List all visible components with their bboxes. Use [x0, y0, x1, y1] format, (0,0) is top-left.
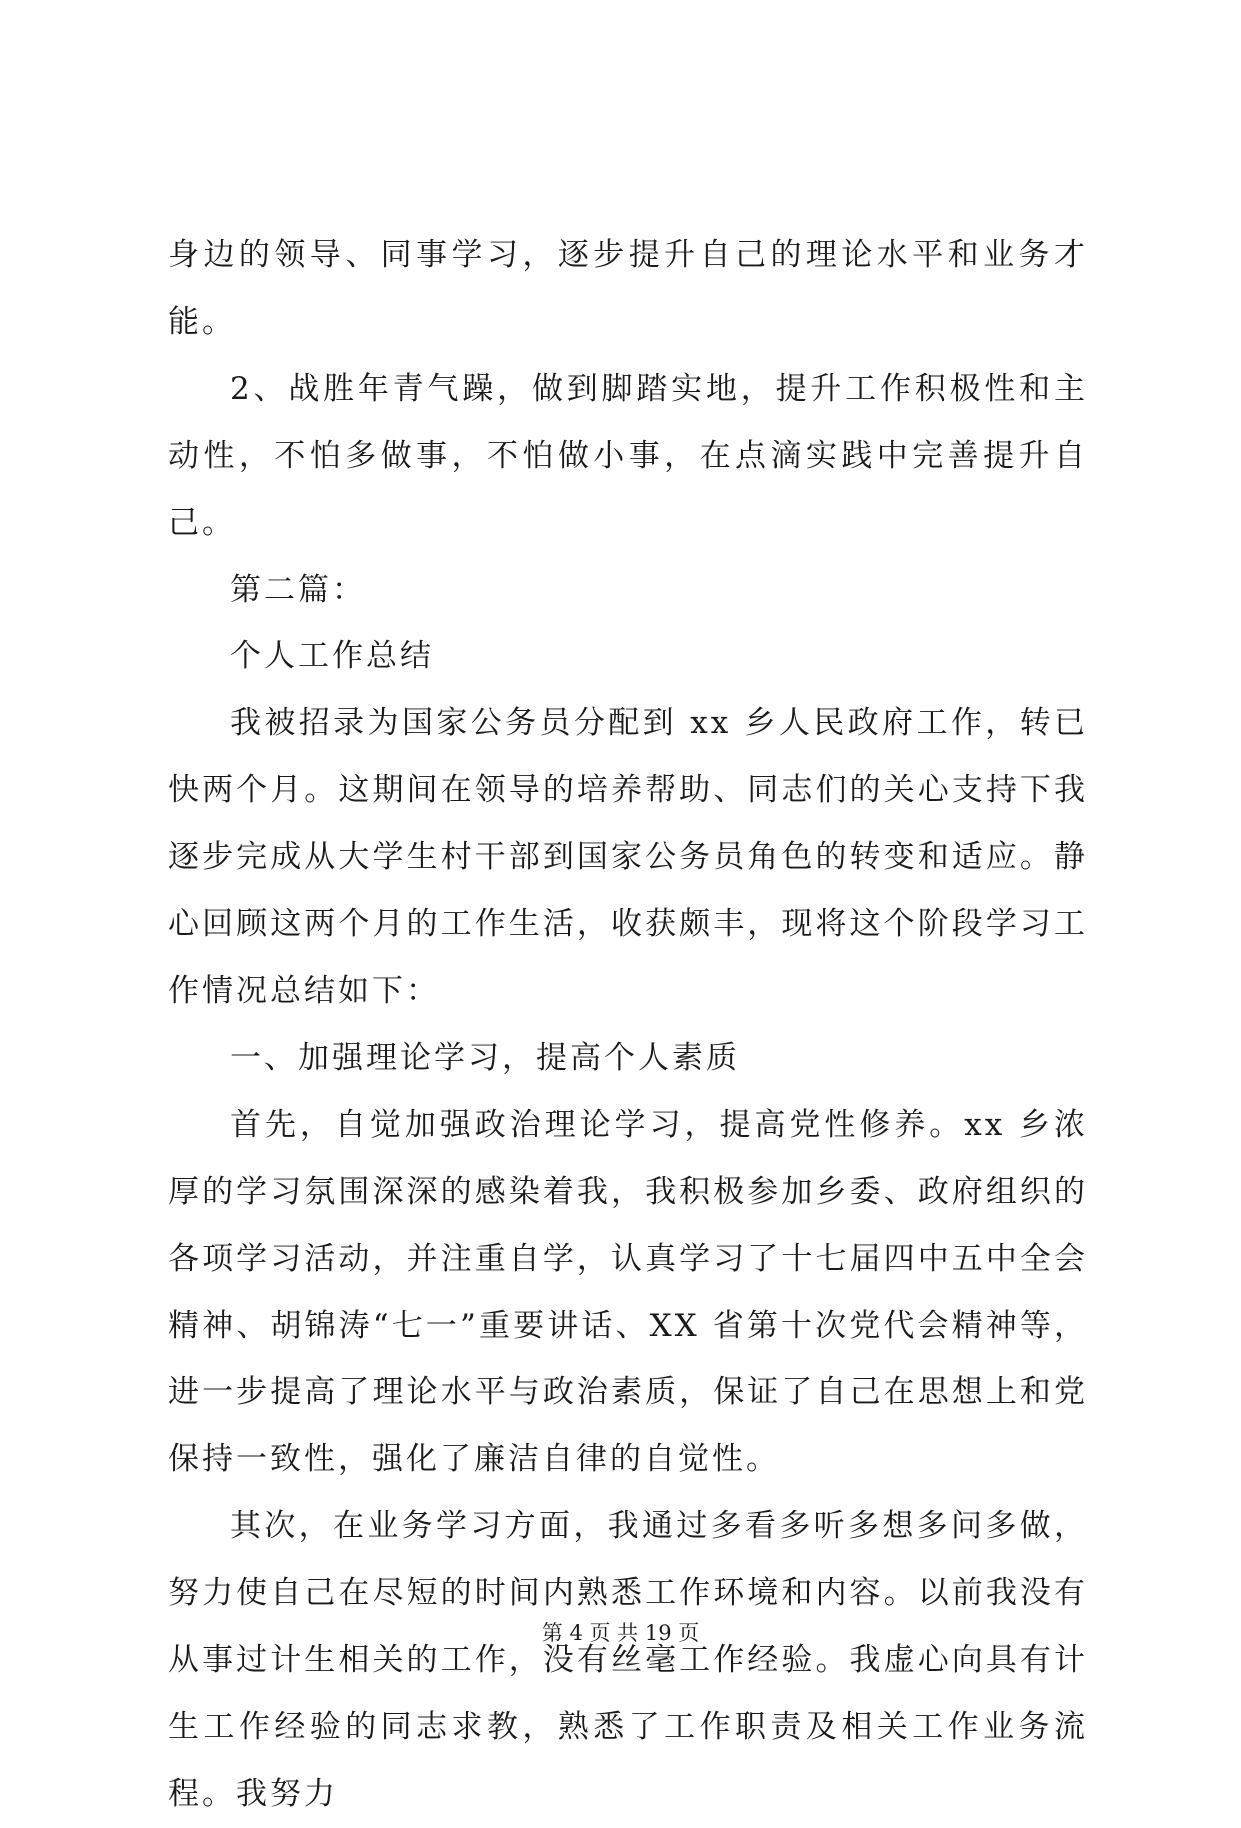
article-title: 个人工作总结	[230, 638, 434, 675]
paragraph: 2、战胜年青气躁，做到脚踏实地，提升工作积极性和主动性，不怕多做事，不怕做小事，在点滴实践中完善提升自己。	[168, 370, 1088, 541]
document-body	[168, 222, 1088, 1828]
paragraph: 我被招录为国家公务员分配到 xx 乡人民政府工作，转已快两个月。这期间在领导的培养帮助、同志们的关心支持下我逐步完成从大学生村干部到国家公务员角色的转变和适应。静心回顾这两个月的工作生活，收获颇丰，现将这个阶段学习工作情况总结如下：	[168, 705, 1088, 1009]
paragraph: 首先，自觉加强政治理论学习，提高党性修养。xx 乡浓厚的学习氛围深深的感染着我，我积极参加乡委、政府组织的各项学习活动，并注重自学，认真学习了十七届四中五中全会精神、胡锦涛“七一”重要讲话、XX 省第十次党代会精神等，进一步提高了理论水平与政治素质，保证了自己在思想上和党保持一致性，强化了廉洁自律的自觉性。	[168, 1106, 1088, 1478]
subsection-heading: 一、加强理论学习，提高个人素质	[230, 1039, 740, 1076]
paragraph: 身边的领导、同事学习，逐步提升自己的理论水平和业务才能。	[168, 237, 1088, 340]
page-number-footer: 第 4 页 共 19 页	[541, 1621, 700, 1645]
section-heading: 第二篇：	[230, 571, 366, 608]
paragraph: 其次，在业务学习方面，我通过多看多听多想多问多做，努力使自己在尽短的时间内熟悉工作环境和内容。以前我没有从事过计生相关的工作，没有丝毫工作经验。我虚心向具有计生工作经验的同志求教，熟悉了工作职责及相关工作业务流程。我努力	[168, 1508, 1088, 1812]
